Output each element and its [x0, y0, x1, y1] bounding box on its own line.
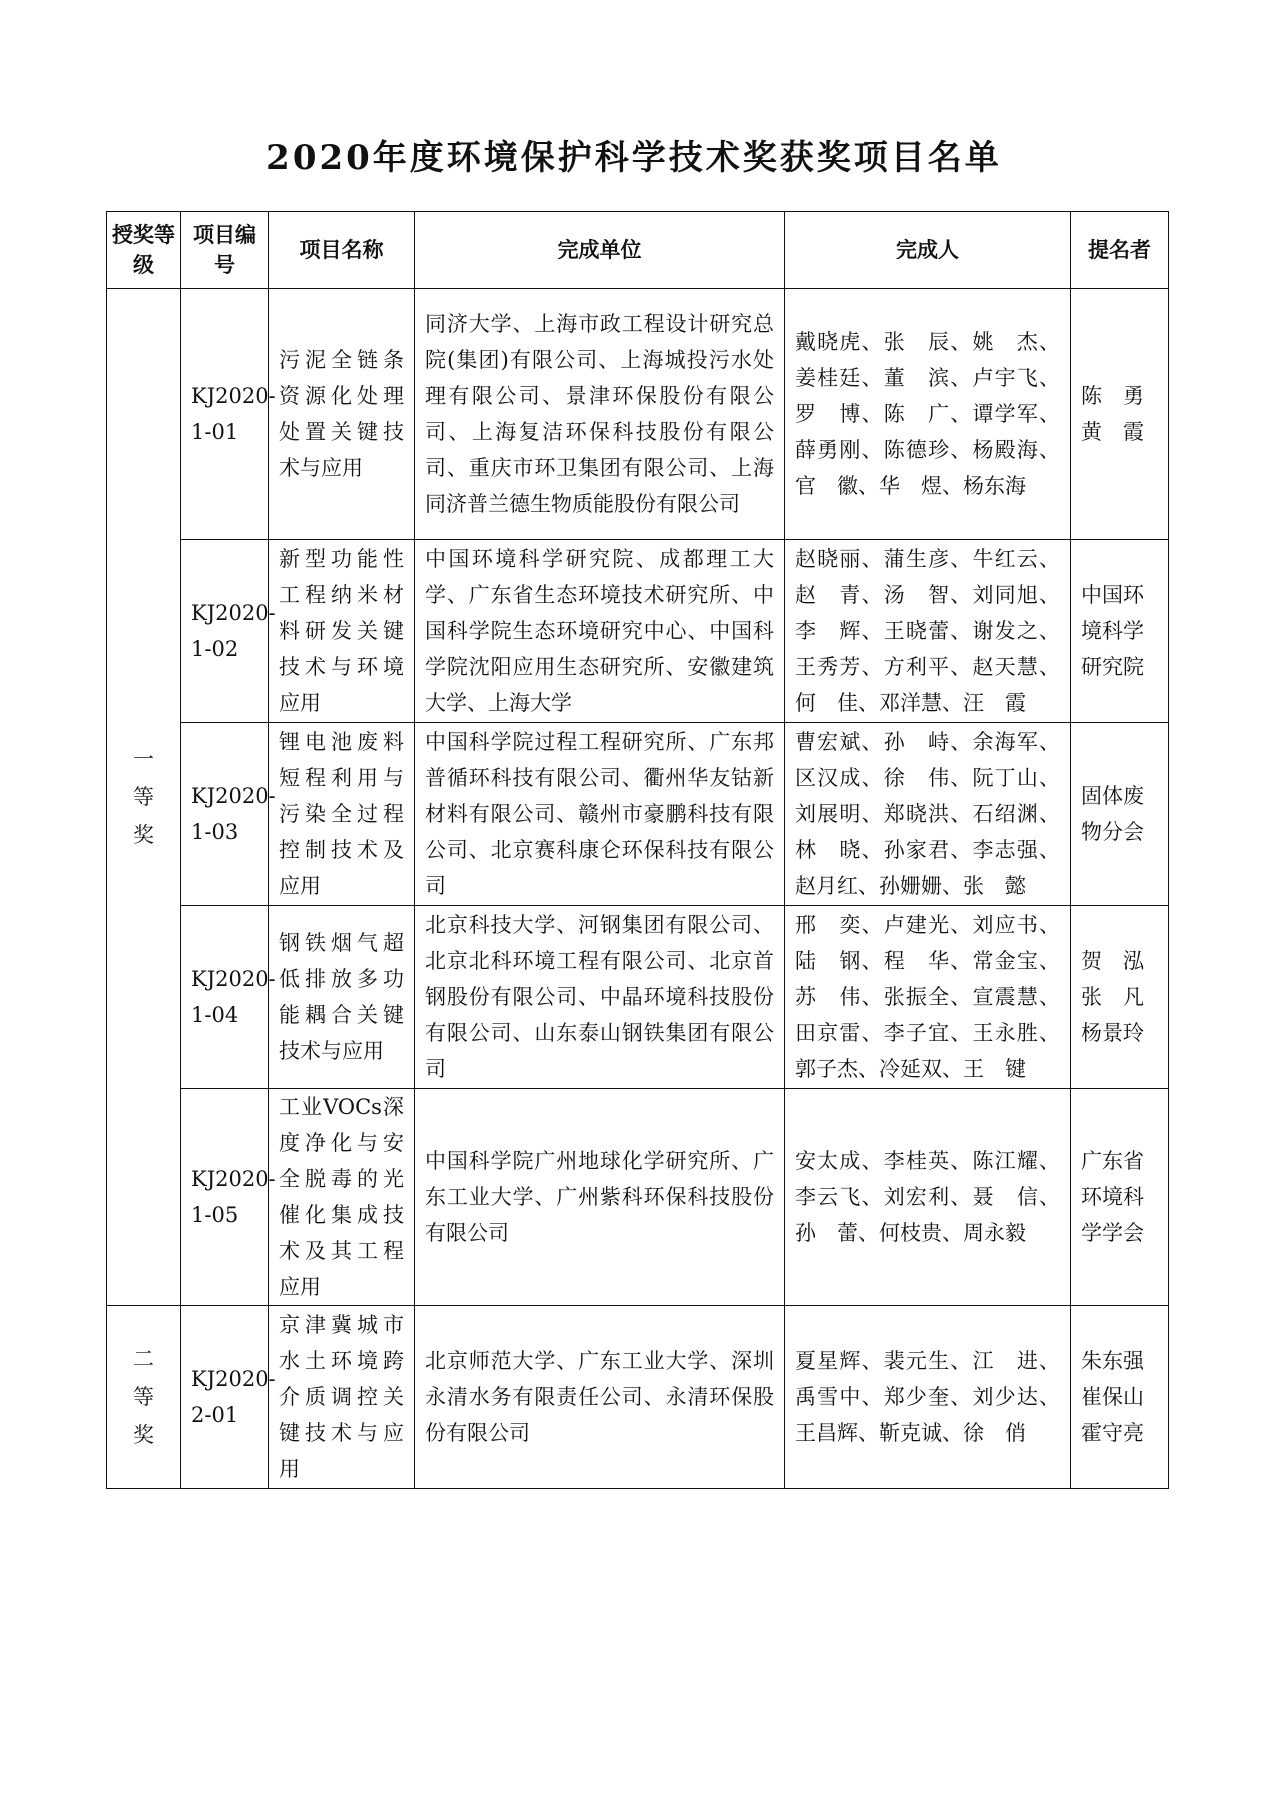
project-id: KJ2020-1-03: [181, 723, 269, 906]
grade-cell-first: [107, 289, 181, 1306]
header-grade: 授奖等级: [107, 212, 181, 289]
header-project-name: 项目名称: [269, 212, 415, 289]
completing-units: 同济大学、上海市政工程设计研究总院(集团)有限公司、上海城投污水处理有限公司、景津环保股份有限公司、上海复洁环保科技股份有限公司、重庆市环卫集团有限公司、上海同济普兰德生物质能股份有限公司: [415, 289, 785, 540]
project-name: 钢铁烟气超低排放多功能耦合关键技术与应用: [269, 906, 415, 1089]
table-row: [107, 289, 1169, 540]
completing-persons: 安太成、李桂英、陈江耀、李云飞、刘宏利、聂 信、孙 蕾、何枝贵、周永毅: [785, 1089, 1071, 1306]
project-id: KJ2020-2-01: [181, 1306, 269, 1489]
table-header-row: [107, 212, 1169, 289]
grade-first-label: 一等奖: [133, 747, 154, 847]
completing-units: 北京师范大学、广东工业大学、深圳永清水务有限责任公司、永清环保股份有限公司: [415, 1306, 785, 1489]
completing-persons: 戴晓虎、张 辰、姚 杰、姜桂廷、董 滨、卢宇飞、罗 博、陈 广、谭学军、薛勇刚、陈德珍、杨殿海、官 徽、华 煜、杨东海: [785, 289, 1071, 540]
table-row: [107, 540, 1169, 723]
project-name: 京津冀城市水土环境跨介质调控关键技术与应用: [269, 1306, 415, 1489]
table-row: [107, 1306, 1169, 1489]
table-row: [107, 1089, 1169, 1306]
nominator: 朱东强 崔保山 霍守亮: [1071, 1306, 1169, 1489]
completing-units: 中国科学院过程工程研究所、广东邦普循环科技有限公司、衢州华友钴新材料有限公司、赣州市豪鹏科技有限公司、北京赛科康仑环保科技有限公司: [415, 723, 785, 906]
completing-persons: 夏星辉、裴元生、江 进、禹雪中、郑少奎、刘少达、王昌辉、靳克诚、徐 俏: [785, 1306, 1071, 1489]
nominator: 中国环境科学研究院: [1071, 540, 1169, 723]
award-table: [106, 211, 1169, 1489]
grade-cell-second: [107, 1306, 181, 1489]
project-name: 污泥全链条资源化处理处置关键技术与应用: [269, 289, 415, 540]
header-project-id: 项目编号: [181, 212, 269, 289]
nominator: 贺 泓 张 凡 杨景玲: [1071, 906, 1169, 1089]
nominator: 广东省环境科学学会: [1071, 1089, 1169, 1306]
page-title: 2020年度环境保护科学技术奖获奖项目名单: [266, 138, 1002, 178]
completing-persons: 曹宏斌、孙 峙、余海军、区汉成、徐 伟、阮丁山、刘展明、郑晓洪、石绍渊、林 晓、孙家君、李志强、赵月红、孙姗姗、张 懿: [785, 723, 1071, 906]
header-nominator: 提名者: [1071, 212, 1169, 289]
header-units: 完成单位: [415, 212, 785, 289]
project-id: KJ2020-1-01: [181, 289, 269, 540]
project-name: 锂电池废料短程利用与污染全过程控制技术及应用: [269, 723, 415, 906]
completing-units: 中国环境科学研究院、成都理工大学、广东省生态环境技术研究所、中国科学院生态环境研究中心、中国科学院沈阳应用生态研究所、安徽建筑大学、上海大学: [415, 540, 785, 723]
table-row: [107, 723, 1169, 906]
project-id: KJ2020-1-05: [181, 1089, 269, 1306]
project-name: 工业VOCs深度净化与安全脱毒的光催化集成技术及其工程应用: [269, 1089, 415, 1306]
completing-persons: 邢 奕、卢建光、刘应书、陆 钢、程 华、常金宝、苏 伟、张振全、宣震慧、田京雷、李子宜、王永胜、郭子杰、冷延双、王 键: [785, 906, 1071, 1089]
completing-persons: 赵晓丽、蒲生彦、牛红云、赵 青、汤 智、刘同旭、李 辉、王晓蕾、谢发之、王秀芳、方利平、赵天慧、何 佳、邓洋慧、汪 霞: [785, 540, 1071, 723]
nominator: 固体废物分会: [1071, 723, 1169, 906]
project-id: KJ2020-1-04: [181, 906, 269, 1089]
header-persons: 完成人: [785, 212, 1071, 289]
project-name: 新型功能性工程纳米材料研发关键技术与环境应用: [269, 540, 415, 723]
completing-units: 中国科学院广州地球化学研究所、广东工业大学、广州紫科环保科技股份有限公司: [415, 1089, 785, 1306]
completing-units: 北京科技大学、河钢集团有限公司、北京北科环境工程有限公司、北京首钢股份有限公司、中晶环境科技股份有限公司、山东泰山钢铁集团有限公司: [415, 906, 785, 1089]
grade-second-label: 二等奖: [133, 1347, 154, 1447]
nominator: 陈 勇 黄 霞: [1071, 289, 1169, 540]
table-row: [107, 906, 1169, 1089]
project-id: KJ2020-1-02: [181, 540, 269, 723]
